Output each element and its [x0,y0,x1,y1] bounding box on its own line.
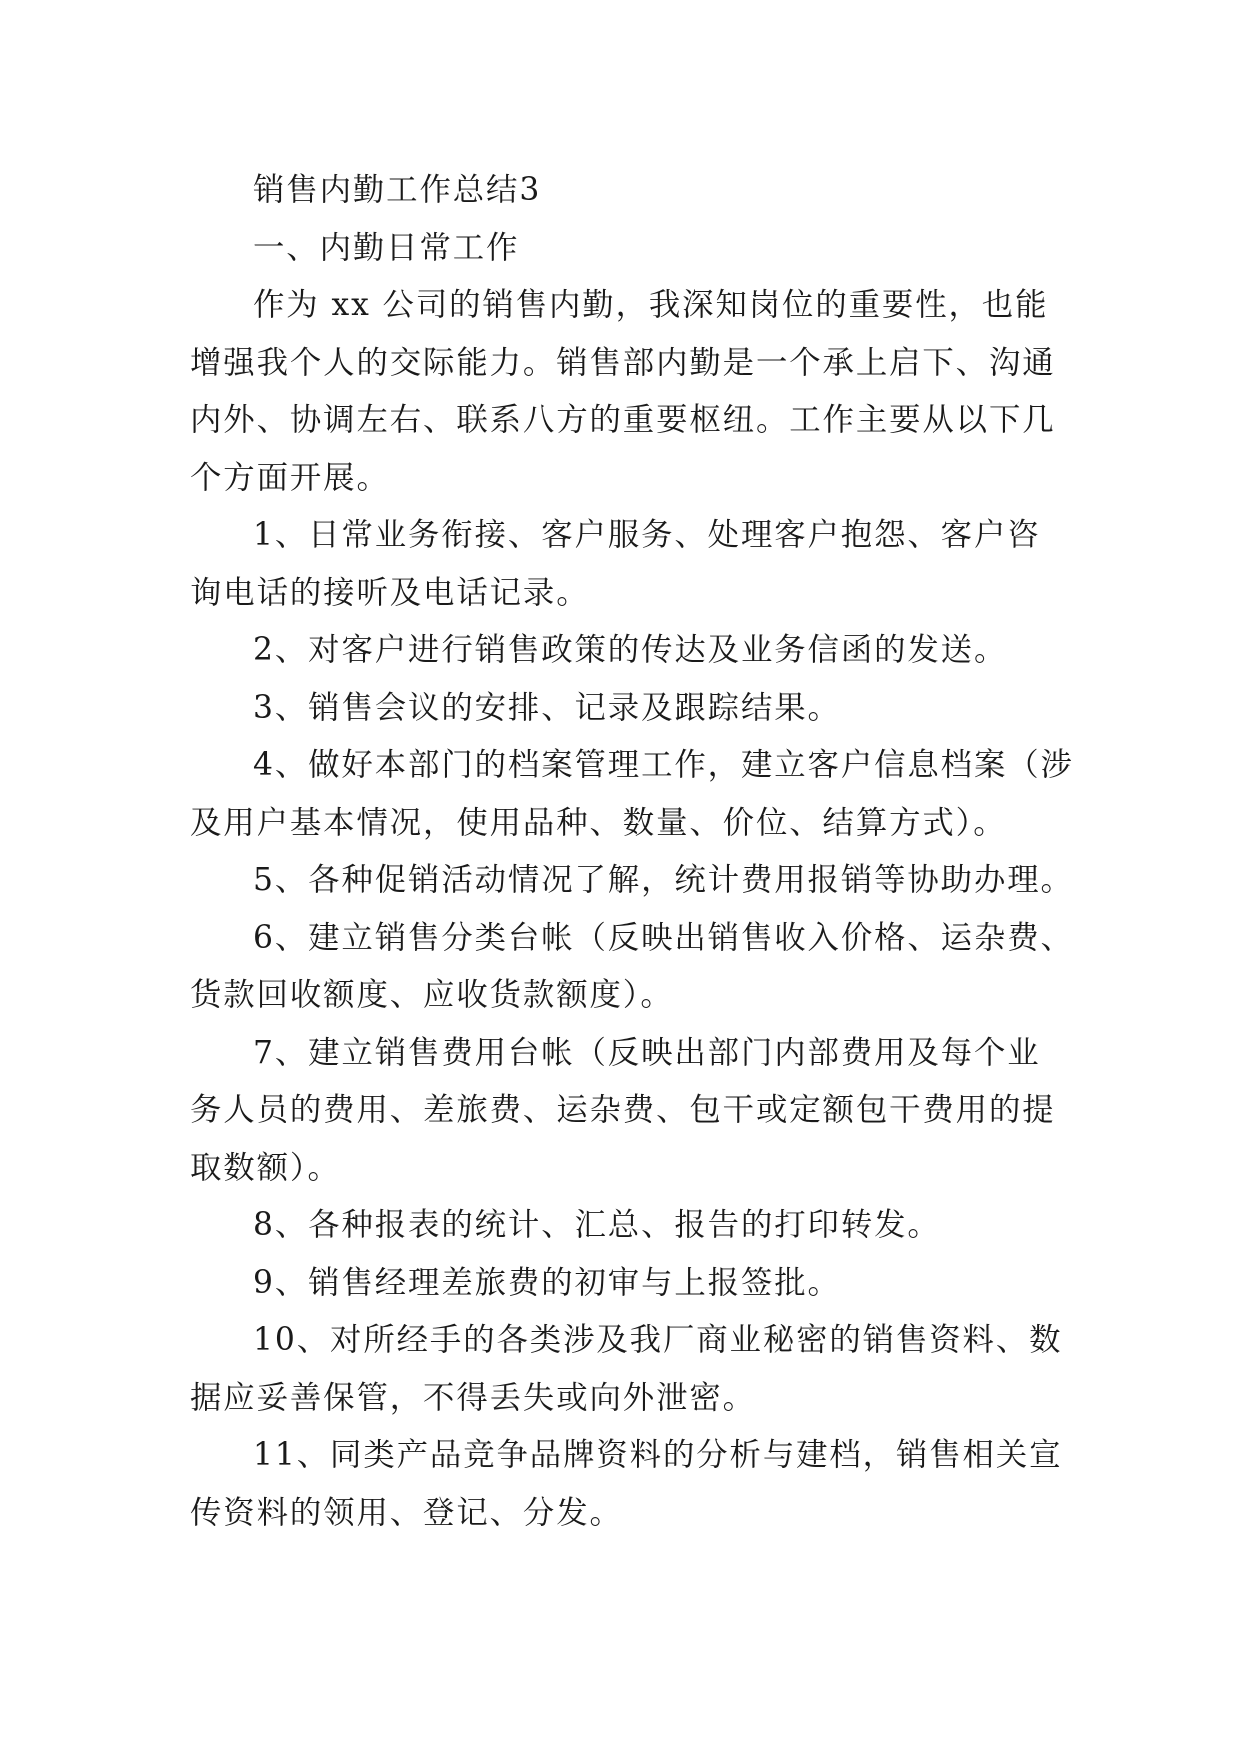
paragraph-line: 8、各种报表的统计、汇总、报告的打印转发。 [253,1207,941,1243]
paragraph-line: 务人员的费用、差旅费、运杂费、包干或定额包干费用的提 [190,1092,1056,1128]
paragraph-line: 4、做好本部门的档案管理工作，建立客户信息档案（涉 [253,747,1074,783]
list-item [190,1255,1052,1313]
list-item [190,737,1074,852]
paragraph-line: 5、各种促销活动情况了解，统计费用报销等协助办理。 [253,862,1074,898]
paragraph-line: 作为 xx 公司的销售内勤，我深知岗位的重要性，也能 [253,287,1049,323]
paragraph-line: 1、日常业务衔接、客户服务、处理客户抱怨、客户咨 [253,517,1041,553]
paragraph-line: 及用户基本情况，使用品种、数量、价位、结算方式）。 [190,804,1007,841]
paragraph-line: 个方面开展。 [190,459,390,496]
document-title: 销售内勤工作总结3 [253,172,542,208]
paragraph-line: 9、销售经理差旅费的初审与上报签批。 [253,1264,841,1301]
paragraph-line: 10、对所经手的各类涉及我厂商业秘密的销售资料、数 [253,1322,1063,1358]
list-item [190,1312,1063,1427]
paragraph [190,277,1056,507]
list-item [190,622,1052,680]
list-item [190,1427,1063,1542]
paragraph-line: 增强我个人的交际能力。销售部内勤是一个承上启下、沟通 [190,344,1056,381]
list-item [190,1197,1052,1255]
document-body [190,162,1074,1542]
paragraph-line: 11、同类产品竞争品牌资料的分析与建档，销售相关宣 [253,1437,1063,1473]
paragraph-line: 7、建立销售费用台帐（反映出部门内部费用及每个业 [253,1034,1041,1071]
paragraph-line: 内外、协调左右、联系八方的重要枢纽。工作主要从以下几 [190,402,1056,438]
section-heading: 一、内勤日常工作 [253,229,520,266]
list-item [190,852,1074,910]
list-item [190,910,1074,1025]
paragraph-line: 3、销售会议的安排、记录及跟踪结果。 [253,689,841,726]
paragraph-line: 货款回收额度、应收货款额度）。 [190,977,674,1013]
paragraph-line: 询电话的接听及电话记录。 [190,574,590,611]
list-item [190,680,1052,738]
list-item [190,1025,1056,1198]
list-item [190,507,1052,622]
paragraph-line: 传资料的领用、登记、分发。 [190,1494,623,1531]
paragraph-line: 6、建立销售分类台帐（反映出销售收入价格、运杂费、 [253,919,1074,956]
paragraph-line: 取数额）。 [190,1149,341,1186]
paragraph-line: 2、对客户进行销售政策的传达及业务信函的发送。 [253,632,1008,668]
paragraph-line: 据应妥善保管，不得丢失或向外泄密。 [190,1379,756,1416]
